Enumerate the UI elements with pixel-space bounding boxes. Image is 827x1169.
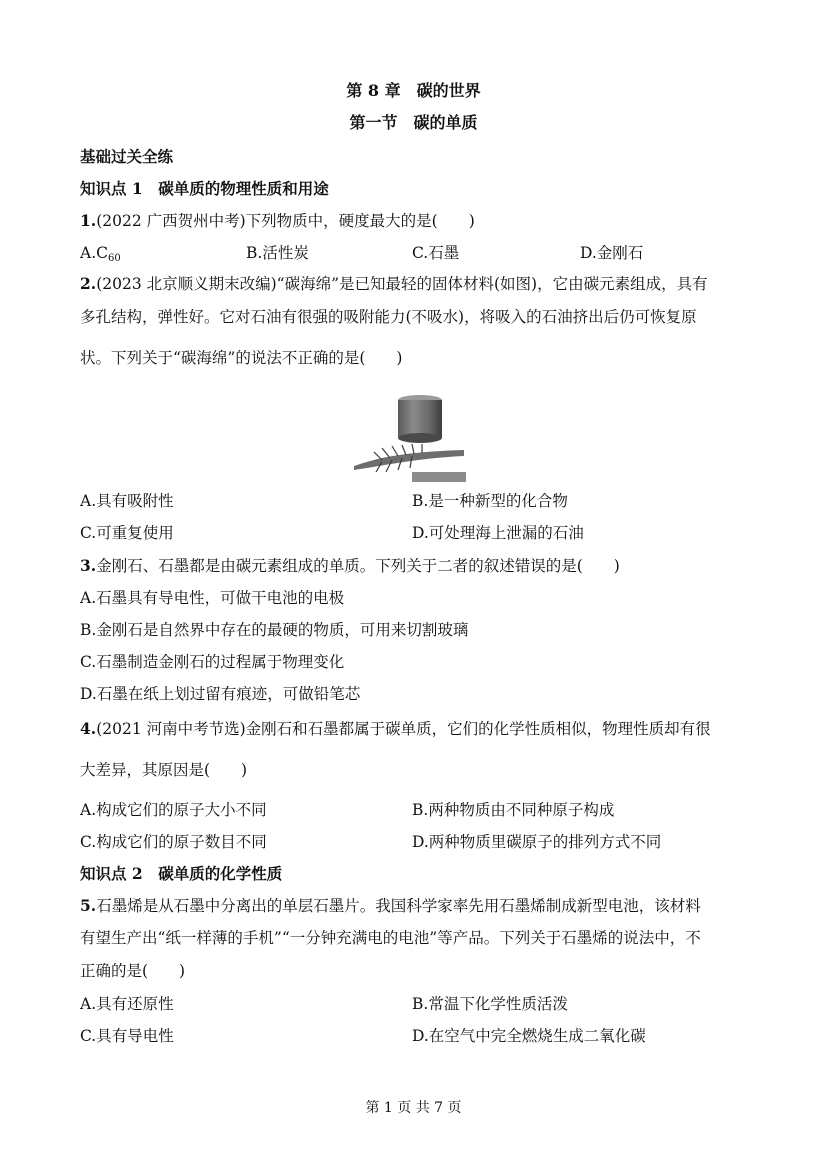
q1-option-d: D.金刚石: [580, 244, 644, 262]
q5-number: 5.: [80, 896, 97, 915]
q4-option-d: D.两种物质里碳原子的排列方式不同: [412, 833, 662, 851]
q4-option-a: A.构成它们的原子大小不同: [80, 801, 267, 819]
q3-number: 3.: [80, 556, 97, 575]
q4-line1: (2021 河南中考节选)金刚石和石墨都属于碳单质，它们的化学性质相似，物理性质却有很: [96, 720, 711, 738]
knowledge-point-2: [80, 863, 282, 885]
q2-option-c: C.可重复使用: [80, 524, 174, 542]
kp2-label: 知识点 2: [80, 864, 143, 883]
question-3: [80, 555, 620, 577]
q1-text: (2022 广西贺州中考)下列物质中，硬度最大的是( ): [96, 212, 475, 230]
q3-option-b: B.金刚石是自然界中存在的最硬的物质，可用来切割玻璃: [80, 621, 469, 639]
q1-option-a-subscript: 60: [107, 253, 121, 264]
kp2-title: 碳单质的化学性质: [158, 864, 283, 883]
q2-option-a: A.具有吸附性: [80, 492, 174, 510]
q4-option-b: B.两种物质由不同种原子构成: [412, 801, 615, 819]
q5-option-b: B.常温下化学性质活泼: [412, 995, 568, 1013]
knowledge-point-1: [80, 178, 329, 200]
q1-number: 1.: [80, 211, 97, 230]
q2-line2: 多孔结构，弹性好。它对石油有很强的吸附能力(不吸水)，将吸入的石油挤出后仍可恢复原: [80, 308, 697, 326]
q3-text: 金刚石、石墨都是由碳元素组成的单质。下列关于二者的叙述错误的是( ): [96, 557, 620, 575]
q5-option-a: A.具有还原性: [80, 995, 174, 1013]
q5-option-c: C.具有导电性: [80, 1027, 174, 1045]
q5-option-d: D.在空气中完全燃烧生成二氧化碳: [412, 1027, 646, 1045]
kp1-label: 知识点 1: [80, 179, 143, 198]
q1-option-a: [80, 242, 121, 270]
q1-option-c: C.石墨: [412, 244, 460, 262]
q3-option-a: A.石墨具有导电性，可做干电池的电极: [80, 589, 345, 607]
q2-line3: 状。下列关于“碳海绵”的说法不正确的是( ): [80, 349, 403, 367]
chapter-title: 第 8 章 碳的世界: [346, 81, 481, 100]
question-1: [80, 210, 475, 232]
q2-number: 2.: [80, 274, 97, 293]
q3-option-d: D.石墨在纸上划过留有痕迹，可做铅笔芯: [80, 685, 361, 703]
question-4-line-1: [80, 718, 711, 740]
q2-option-b: B.是一种新型的化合物: [412, 492, 568, 510]
q4-number: 4.: [80, 719, 97, 738]
page-footer: 第 1 页 共 7 页: [365, 1100, 462, 1116]
q4-option-c: C.构成它们的原子数目不同: [80, 833, 267, 851]
q5-line1: 石墨烯是从石墨中分离出的单层石墨片。我国科学家率先用石墨烯制成新型电池，该材料: [96, 897, 701, 915]
q1-option-b: B.活性炭: [246, 244, 309, 262]
part-heading: 基础过关全练: [80, 147, 174, 166]
q3-option-c: C.石墨制造金刚石的过程属于物理变化: [80, 653, 345, 671]
q2-option-d: D.可处理海上泄漏的石油: [412, 524, 584, 542]
kp1-title: 碳单质的物理性质和用途: [158, 179, 329, 198]
q4-line2: 大差异，其原因是( ): [80, 761, 248, 779]
q2-line1: (2023 北京顺义期末改编)“碳海绵”是已知最轻的固体材料(如图)，它由碳元素组成，具有: [96, 275, 708, 293]
carbon-sponge-figure: [352, 392, 466, 482]
q5-line2: 有望生产出“纸一样薄的手机”“一分钟充满电的电池”等产品。下列关于石墨烯的说法中，不: [80, 929, 701, 947]
section-title: 第一节 碳的单质: [349, 113, 478, 132]
question-2-line-1: [80, 273, 708, 295]
q5-line3: 正确的是( ): [80, 962, 186, 980]
question-5-line-1: [80, 895, 701, 917]
q1-option-a-prefix: A.C: [80, 244, 108, 262]
